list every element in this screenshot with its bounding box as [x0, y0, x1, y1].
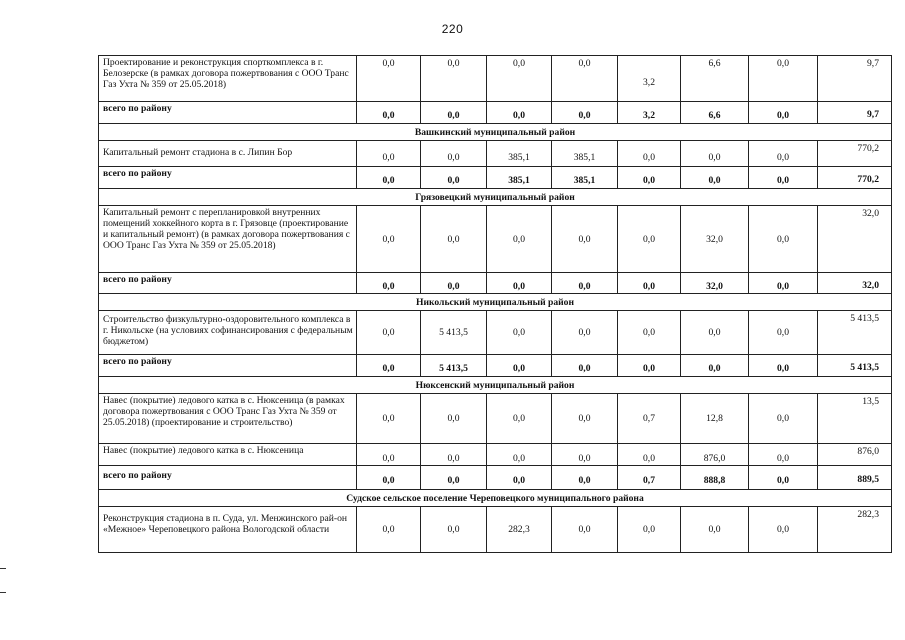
value-cell: 0,0 [618, 444, 681, 466]
value-cell: 385,1 [487, 167, 552, 189]
value-cell: 0,0 [487, 466, 552, 490]
table-row [99, 56, 892, 102]
value-cell: 0,0 [749, 394, 818, 444]
value-cell: 0,0 [421, 466, 487, 490]
table-row-sum [99, 273, 892, 294]
district-name: Никольский муниципальный район [99, 294, 892, 311]
value-cell: 0,0 [749, 273, 818, 294]
value-cell: 0,0 [552, 102, 618, 124]
value-cell: 0,0 [552, 394, 618, 444]
value-cell: 3,2 [618, 56, 681, 102]
value-cell: 0,0 [681, 311, 749, 355]
value-cell: 0,0 [357, 206, 421, 273]
value-cell: 888,8 [681, 466, 749, 490]
value-cell: 0,0 [357, 167, 421, 189]
total-cell: 5 413,5 [818, 355, 892, 377]
value-cell: 0,0 [357, 355, 421, 377]
value-cell: 0,0 [749, 355, 818, 377]
value-cell: 0,7 [618, 466, 681, 490]
table-row [99, 141, 892, 167]
value-cell: 0,0 [421, 167, 487, 189]
value-cell: 0,0 [357, 273, 421, 294]
value-cell: 385,1 [487, 141, 552, 167]
district-header-row [99, 189, 892, 206]
value-cell: 0,0 [357, 507, 421, 553]
value-cell: 0,0 [749, 141, 818, 167]
value-cell: 0,0 [487, 311, 552, 355]
total-cell: 770,2 [818, 167, 892, 189]
value-cell: 0,0 [681, 507, 749, 553]
value-cell: 0,0 [421, 507, 487, 553]
value-cell: 32,0 [681, 273, 749, 294]
value-cell: 0,0 [421, 56, 487, 102]
scan-margin-mark [0, 592, 6, 593]
row-label: Строительство физкультурно-оздоровительного комплекса в г. Никольске (на условиях софинансирования с федеральным бюджетом) [99, 311, 357, 355]
district-header-row [99, 490, 892, 507]
value-cell: 5 413,5 [421, 311, 487, 355]
table-row [99, 311, 892, 355]
value-cell: 0,0 [749, 56, 818, 102]
table-row [99, 206, 892, 273]
value-cell: 0,0 [749, 102, 818, 124]
value-cell: 6,6 [681, 56, 749, 102]
value-cell: 0,0 [552, 311, 618, 355]
value-cell: 0,0 [487, 394, 552, 444]
value-cell: 0,0 [749, 466, 818, 490]
district-name: Судское сельское поселение Череповецкого муниципального района [99, 490, 892, 507]
district-name: Грязовецкий муниципальный район [99, 189, 892, 206]
value-cell: 0,0 [421, 273, 487, 294]
value-cell: 32,0 [681, 206, 749, 273]
value-cell: 0,0 [487, 355, 552, 377]
total-cell: 770,2 [818, 141, 892, 167]
total-cell: 282,3 [818, 507, 892, 553]
value-cell: 0,0 [749, 167, 818, 189]
table-body [99, 56, 892, 553]
row-label: всего по району [99, 273, 357, 294]
row-label: всего по району [99, 355, 357, 377]
value-cell: 0,0 [552, 206, 618, 273]
total-cell: 889,5 [818, 466, 892, 490]
value-cell: 0,7 [618, 394, 681, 444]
value-cell: 0,0 [357, 444, 421, 466]
budget-table [98, 55, 892, 553]
district-name: Вашкинский муниципальный район [99, 124, 892, 141]
row-label: всего по району [99, 102, 357, 124]
value-cell: 0,0 [552, 273, 618, 294]
total-cell: 9,7 [818, 56, 892, 102]
total-cell: 13,5 [818, 394, 892, 444]
table-row-sum [99, 355, 892, 377]
value-cell: 0,0 [357, 466, 421, 490]
value-cell: 0,0 [552, 355, 618, 377]
table-row-sum [99, 167, 892, 189]
table-row [99, 507, 892, 553]
value-cell: 0,0 [421, 394, 487, 444]
row-label: всего по району [99, 466, 357, 490]
value-cell: 0,0 [552, 444, 618, 466]
value-cell: 385,1 [552, 167, 618, 189]
total-cell: 32,0 [818, 273, 892, 294]
row-label: Навес (покрытие) ледового катка в с. Нюксеница (в рамках договора пожертвования с ООО Транс Газ Ухта № 359 от 25.05.2018) (проектирование и строительство) [99, 394, 357, 444]
row-label: всего по району [99, 167, 357, 189]
total-cell: 9,7 [818, 102, 892, 124]
value-cell: 282,3 [487, 507, 552, 553]
value-cell: 0,0 [421, 102, 487, 124]
district-header-row [99, 124, 892, 141]
value-cell: 0,0 [681, 167, 749, 189]
value-cell: 0,0 [487, 56, 552, 102]
value-cell: 0,0 [749, 206, 818, 273]
value-cell: 0,0 [357, 141, 421, 167]
scan-margin-mark [0, 568, 6, 569]
value-cell: 5 413,5 [421, 355, 487, 377]
value-cell: 0,0 [681, 141, 749, 167]
value-cell: 12,8 [681, 394, 749, 444]
value-cell: 385,1 [552, 141, 618, 167]
value-cell: 3,2 [618, 102, 681, 124]
table-row-sum [99, 466, 892, 490]
value-cell: 0,0 [618, 507, 681, 553]
table-row-sum [99, 102, 892, 124]
value-cell: 0,0 [552, 507, 618, 553]
table-row [99, 444, 892, 466]
row-label: Капитальный ремонт стадиона в с. Липин Бор [99, 141, 357, 167]
total-cell: 32,0 [818, 206, 892, 273]
value-cell: 0,0 [749, 444, 818, 466]
value-cell: 0,0 [357, 311, 421, 355]
value-cell: 0,0 [749, 311, 818, 355]
row-label: Проектирование и реконструкция спорткомплекса в г. Белозерске (в рамках договора пожертвования с ООО Транс Газ Ухта № 359 от 25.05.2018) [99, 56, 357, 102]
value-cell: 0,0 [487, 273, 552, 294]
value-cell: 0,0 [421, 444, 487, 466]
value-cell: 0,0 [681, 355, 749, 377]
district-header-row [99, 294, 892, 311]
value-cell: 6,6 [681, 102, 749, 124]
row-label: Реконструкция стадиона в п. Суда, ул. Менжинского рай-он «Межное» Череповецкого района Вологодской области [99, 507, 357, 553]
district-header-row [99, 377, 892, 394]
value-cell: 0,0 [357, 102, 421, 124]
value-cell: 0,0 [618, 167, 681, 189]
value-cell: 0,0 [487, 206, 552, 273]
page-number: 220 [441, 22, 464, 36]
value-cell: 0,0 [552, 466, 618, 490]
value-cell: 0,0 [487, 102, 552, 124]
value-cell: 0,0 [618, 311, 681, 355]
row-label: Капитальный ремонт с перепланировкой внутренних помещений хоккейного корта в г. Грязовце (проектирование и капитальный ремонт) (в рамках договора пожертвования с ООО Транс Газ Ухта № 359 от 25.05.2018) [99, 206, 357, 273]
value-cell: 0,0 [357, 394, 421, 444]
value-cell: 0,0 [421, 206, 487, 273]
total-cell: 5 413,5 [818, 311, 892, 355]
total-cell: 876,0 [818, 444, 892, 466]
value-cell: 0,0 [618, 273, 681, 294]
value-cell: 0,0 [421, 141, 487, 167]
table-row [99, 394, 892, 444]
district-name: Нюксенский муниципальный район [99, 377, 892, 394]
value-cell: 0,0 [618, 141, 681, 167]
value-cell: 0,0 [749, 507, 818, 553]
row-label: Навес (покрытие) ледового катка в с. Нюксеница [99, 444, 357, 466]
value-cell: 0,0 [487, 444, 552, 466]
value-cell: 0,0 [618, 355, 681, 377]
value-cell: 0,0 [552, 56, 618, 102]
value-cell: 0,0 [357, 56, 421, 102]
value-cell: 0,0 [618, 206, 681, 273]
value-cell: 876,0 [681, 444, 749, 466]
